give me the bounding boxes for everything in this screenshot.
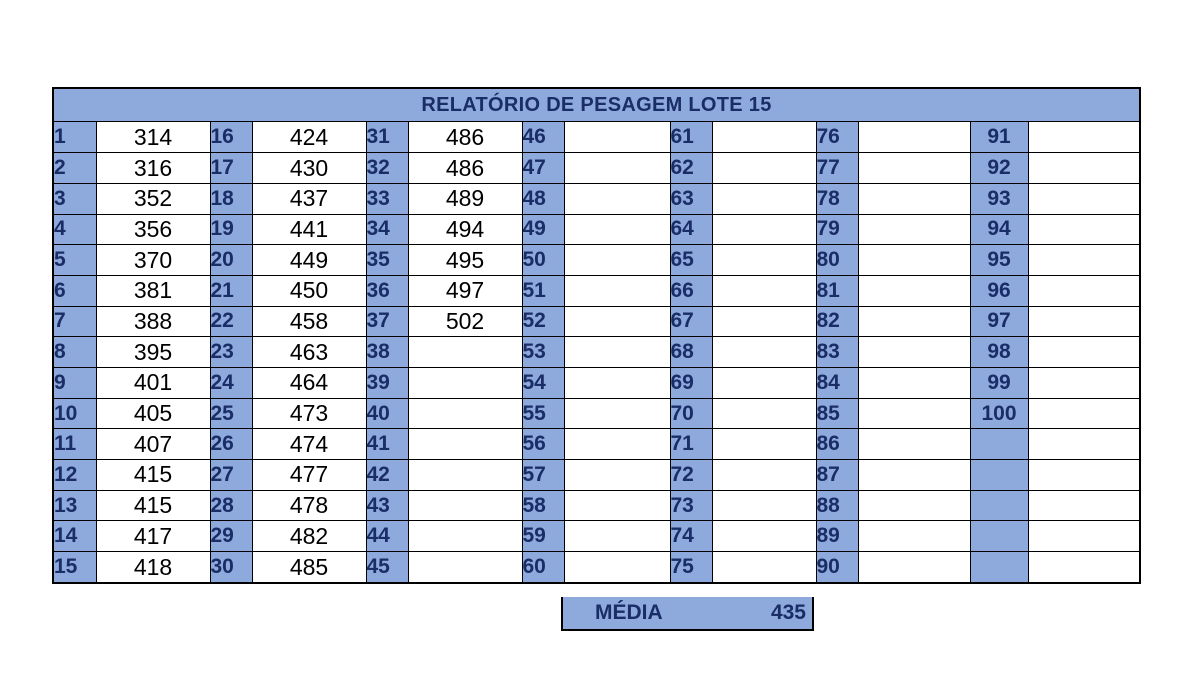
weight-value-cell — [712, 214, 816, 245]
animal-number-cell: 19 — [210, 214, 252, 245]
average-box — [561, 597, 814, 631]
weight-value-cell — [408, 337, 522, 368]
weight-value-cell — [712, 460, 816, 491]
table-row — [54, 490, 1139, 521]
weight-value-cell — [858, 275, 970, 306]
weight-value-cell — [564, 398, 670, 429]
animal-number-cell: 35 — [366, 245, 408, 276]
table-row — [54, 552, 1139, 583]
weight-value-cell — [408, 398, 522, 429]
weight-value-cell — [712, 153, 816, 184]
animal-number-cell: 41 — [366, 429, 408, 460]
weight-value-cell — [1028, 245, 1139, 276]
animal-number-cell: 84 — [816, 368, 858, 399]
animal-number-cell: 43 — [366, 490, 408, 521]
weight-value-cell: 418 — [96, 552, 210, 583]
weight-value-cell — [712, 245, 816, 276]
animal-number-cell: 33 — [366, 183, 408, 214]
table-row — [54, 122, 1139, 153]
weight-value-cell: 388 — [96, 306, 210, 337]
weight-value-cell: 450 — [252, 275, 366, 306]
animal-number-cell: 63 — [670, 183, 712, 214]
animal-number-cell: 47 — [522, 153, 564, 184]
weight-value-cell — [712, 490, 816, 521]
weight-value-cell: 405 — [96, 398, 210, 429]
animal-number-cell: 13 — [54, 490, 96, 521]
animal-number-cell: 55 — [522, 398, 564, 429]
weight-value-cell — [564, 153, 670, 184]
animal-number-cell: 45 — [366, 552, 408, 583]
weight-value-cell — [564, 306, 670, 337]
weight-value-cell: 395 — [96, 337, 210, 368]
animal-number-cell: 85 — [816, 398, 858, 429]
weight-value-cell — [564, 552, 670, 583]
weight-value-cell: 482 — [252, 521, 366, 552]
animal-number-cell: 46 — [522, 122, 564, 153]
animal-number-cell: 67 — [670, 306, 712, 337]
weight-value-cell — [858, 306, 970, 337]
animal-number-cell: 66 — [670, 275, 712, 306]
filler-cell — [970, 460, 1028, 491]
animal-number-cell: 80 — [816, 245, 858, 276]
animal-number-cell: 82 — [816, 306, 858, 337]
weight-value-cell — [858, 490, 970, 521]
animal-number-cell: 7 — [54, 306, 96, 337]
weight-value-cell — [712, 306, 816, 337]
weight-value-cell — [858, 552, 970, 583]
animal-number-cell: 5 — [54, 245, 96, 276]
weight-value-cell — [712, 429, 816, 460]
weight-value-cell — [564, 245, 670, 276]
table-row — [54, 306, 1139, 337]
weight-value-cell: 417 — [96, 521, 210, 552]
animal-number-cell: 10 — [54, 398, 96, 429]
table-row — [54, 460, 1139, 491]
animal-number-cell: 54 — [522, 368, 564, 399]
animal-number-cell: 76 — [816, 122, 858, 153]
animal-number-cell: 1 — [54, 122, 96, 153]
weight-value-cell — [1028, 398, 1139, 429]
animal-number-cell: 48 — [522, 183, 564, 214]
weight-value-cell: 401 — [96, 368, 210, 399]
animal-number-cell: 72 — [670, 460, 712, 491]
animal-number-cell: 26 — [210, 429, 252, 460]
weight-value-cell: 485 — [252, 552, 366, 583]
weight-value-cell: 407 — [96, 429, 210, 460]
weight-value-cell — [858, 368, 970, 399]
weight-value-cell: 474 — [252, 429, 366, 460]
weight-value-cell — [712, 275, 816, 306]
animal-number-cell: 49 — [522, 214, 564, 245]
animal-number-cell: 53 — [522, 337, 564, 368]
animal-number-cell: 9 — [54, 368, 96, 399]
weight-value-cell: 489 — [408, 183, 522, 214]
animal-number-cell: 98 — [970, 337, 1028, 368]
animal-number-cell: 78 — [816, 183, 858, 214]
animal-number-cell: 3 — [54, 183, 96, 214]
animal-number-cell: 22 — [210, 306, 252, 337]
report-title: RELATÓRIO DE PESAGEM LOTE 15 — [54, 89, 1139, 122]
animal-number-cell: 68 — [670, 337, 712, 368]
weight-value-cell — [564, 368, 670, 399]
animal-number-cell: 8 — [54, 337, 96, 368]
animal-number-cell: 2 — [54, 153, 96, 184]
weighing-report-sheet — [52, 87, 1141, 584]
weight-value-cell — [712, 183, 816, 214]
animal-number-cell: 64 — [670, 214, 712, 245]
weight-value-cell — [858, 153, 970, 184]
weight-value-cell: 352 — [96, 183, 210, 214]
animal-number-cell: 77 — [816, 153, 858, 184]
table-row — [54, 521, 1139, 552]
weight-value-cell — [1028, 153, 1139, 184]
weight-value-cell — [858, 245, 970, 276]
animal-number-cell: 56 — [522, 429, 564, 460]
animal-number-cell: 6 — [54, 275, 96, 306]
filler-cell — [970, 429, 1028, 460]
weight-value-cell — [712, 122, 816, 153]
animal-number-cell: 94 — [970, 214, 1028, 245]
weight-value-cell — [564, 337, 670, 368]
animal-number-cell: 39 — [366, 368, 408, 399]
weight-value-cell — [858, 122, 970, 153]
weight-value-cell — [858, 460, 970, 491]
weight-value-cell — [1028, 552, 1139, 583]
animal-number-cell: 44 — [366, 521, 408, 552]
animal-number-cell: 58 — [522, 490, 564, 521]
animal-number-cell: 28 — [210, 490, 252, 521]
weight-value-cell: 478 — [252, 490, 366, 521]
animal-number-cell: 75 — [670, 552, 712, 583]
weight-value-cell — [408, 490, 522, 521]
weight-value-cell: 486 — [408, 153, 522, 184]
weight-value-cell: 497 — [408, 275, 522, 306]
animal-number-cell: 14 — [54, 521, 96, 552]
animal-number-cell: 93 — [970, 183, 1028, 214]
animal-number-cell: 20 — [210, 245, 252, 276]
weight-value-cell: 495 — [408, 245, 522, 276]
filler-cell — [970, 521, 1028, 552]
animal-number-cell: 83 — [816, 337, 858, 368]
animal-number-cell: 30 — [210, 552, 252, 583]
weight-value-cell: 477 — [252, 460, 366, 491]
animal-number-cell: 89 — [816, 521, 858, 552]
weighing-grid — [54, 122, 1139, 582]
animal-number-cell: 60 — [522, 552, 564, 583]
animal-number-cell: 62 — [670, 153, 712, 184]
weight-value-cell: 314 — [96, 122, 210, 153]
table-row — [54, 183, 1139, 214]
weight-value-cell — [858, 214, 970, 245]
animal-number-cell: 100 — [970, 398, 1028, 429]
weight-value-cell — [564, 275, 670, 306]
table-row — [54, 153, 1139, 184]
weight-value-cell — [858, 398, 970, 429]
weight-value-cell — [858, 521, 970, 552]
weight-value-cell — [564, 460, 670, 491]
animal-number-cell: 79 — [816, 214, 858, 245]
table-row — [54, 245, 1139, 276]
table-row — [54, 337, 1139, 368]
weight-value-cell — [712, 337, 816, 368]
table-row — [54, 368, 1139, 399]
table-row — [54, 429, 1139, 460]
weight-value-cell: 464 — [252, 368, 366, 399]
weight-value-cell: 424 — [252, 122, 366, 153]
average-label: MÉDIA — [595, 601, 663, 624]
animal-number-cell: 34 — [366, 214, 408, 245]
animal-number-cell: 91 — [970, 122, 1028, 153]
animal-number-cell: 92 — [970, 153, 1028, 184]
animal-number-cell: 24 — [210, 368, 252, 399]
weight-value-cell — [408, 460, 522, 491]
animal-number-cell: 57 — [522, 460, 564, 491]
filler-cell — [970, 552, 1028, 583]
animal-number-cell: 32 — [366, 153, 408, 184]
animal-number-cell: 97 — [970, 306, 1028, 337]
weight-value-cell — [564, 429, 670, 460]
animal-number-cell: 27 — [210, 460, 252, 491]
weight-value-cell — [564, 183, 670, 214]
animal-number-cell: 16 — [210, 122, 252, 153]
animal-number-cell: 21 — [210, 275, 252, 306]
weight-value-cell: 458 — [252, 306, 366, 337]
table-row — [54, 398, 1139, 429]
weight-value-cell — [1028, 306, 1139, 337]
weight-value-cell — [858, 337, 970, 368]
animal-number-cell: 99 — [970, 368, 1028, 399]
weight-value-cell — [1028, 337, 1139, 368]
weight-value-cell — [564, 122, 670, 153]
weight-value-cell: 463 — [252, 337, 366, 368]
weight-value-cell — [712, 398, 816, 429]
animal-number-cell: 88 — [816, 490, 858, 521]
animal-number-cell: 96 — [970, 275, 1028, 306]
weight-value-cell — [712, 552, 816, 583]
weight-value-cell: 415 — [96, 490, 210, 521]
weight-value-cell: 370 — [96, 245, 210, 276]
weight-value-cell: 437 — [252, 183, 366, 214]
animal-number-cell: 87 — [816, 460, 858, 491]
animal-number-cell: 29 — [210, 521, 252, 552]
animal-number-cell: 61 — [670, 122, 712, 153]
weight-value-cell — [408, 552, 522, 583]
animal-number-cell: 69 — [670, 368, 712, 399]
weight-value-cell: 502 — [408, 306, 522, 337]
weight-value-cell — [408, 368, 522, 399]
weight-value-cell — [1028, 460, 1139, 491]
animal-number-cell: 18 — [210, 183, 252, 214]
weight-value-cell — [1028, 490, 1139, 521]
weight-value-cell — [1028, 521, 1139, 552]
weight-value-cell — [1028, 368, 1139, 399]
animal-number-cell: 74 — [670, 521, 712, 552]
weight-value-cell: 449 — [252, 245, 366, 276]
weight-value-cell — [1028, 214, 1139, 245]
weight-value-cell — [1028, 122, 1139, 153]
weight-value-cell: 316 — [96, 153, 210, 184]
animal-number-cell: 70 — [670, 398, 712, 429]
weight-value-cell: 356 — [96, 214, 210, 245]
animal-number-cell: 59 — [522, 521, 564, 552]
weight-value-cell: 494 — [408, 214, 522, 245]
animal-number-cell: 42 — [366, 460, 408, 491]
table-row — [54, 214, 1139, 245]
weight-value-cell: 430 — [252, 153, 366, 184]
weight-value-cell — [1028, 429, 1139, 460]
weight-value-cell — [712, 368, 816, 399]
animal-number-cell: 37 — [366, 306, 408, 337]
weight-value-cell — [564, 490, 670, 521]
weight-value-cell — [408, 521, 522, 552]
weight-value-cell: 381 — [96, 275, 210, 306]
weight-value-cell — [564, 521, 670, 552]
weight-value-cell: 415 — [96, 460, 210, 491]
animal-number-cell: 73 — [670, 490, 712, 521]
animal-number-cell: 25 — [210, 398, 252, 429]
weight-value-cell — [858, 429, 970, 460]
weight-value-cell: 441 — [252, 214, 366, 245]
animal-number-cell: 52 — [522, 306, 564, 337]
filler-cell — [970, 490, 1028, 521]
weight-value-cell — [1028, 275, 1139, 306]
animal-number-cell: 36 — [366, 275, 408, 306]
animal-number-cell: 23 — [210, 337, 252, 368]
animal-number-cell: 71 — [670, 429, 712, 460]
weight-value-cell — [408, 429, 522, 460]
animal-number-cell: 31 — [366, 122, 408, 153]
weight-value-cell: 473 — [252, 398, 366, 429]
animal-number-cell: 4 — [54, 214, 96, 245]
animal-number-cell: 51 — [522, 275, 564, 306]
animal-number-cell: 12 — [54, 460, 96, 491]
animal-number-cell: 65 — [670, 245, 712, 276]
animal-number-cell: 95 — [970, 245, 1028, 276]
animal-number-cell: 38 — [366, 337, 408, 368]
weight-value-cell — [1028, 183, 1139, 214]
weight-value-cell — [858, 183, 970, 214]
animal-number-cell: 15 — [54, 552, 96, 583]
weight-value-cell — [712, 521, 816, 552]
table-row — [54, 275, 1139, 306]
weight-value-cell — [564, 214, 670, 245]
animal-number-cell: 11 — [54, 429, 96, 460]
average-value: 435 — [770, 601, 806, 624]
animal-number-cell: 81 — [816, 275, 858, 306]
animal-number-cell: 86 — [816, 429, 858, 460]
weight-value-cell: 486 — [408, 122, 522, 153]
animal-number-cell: 17 — [210, 153, 252, 184]
animal-number-cell: 40 — [366, 398, 408, 429]
animal-number-cell: 90 — [816, 552, 858, 583]
animal-number-cell: 50 — [522, 245, 564, 276]
